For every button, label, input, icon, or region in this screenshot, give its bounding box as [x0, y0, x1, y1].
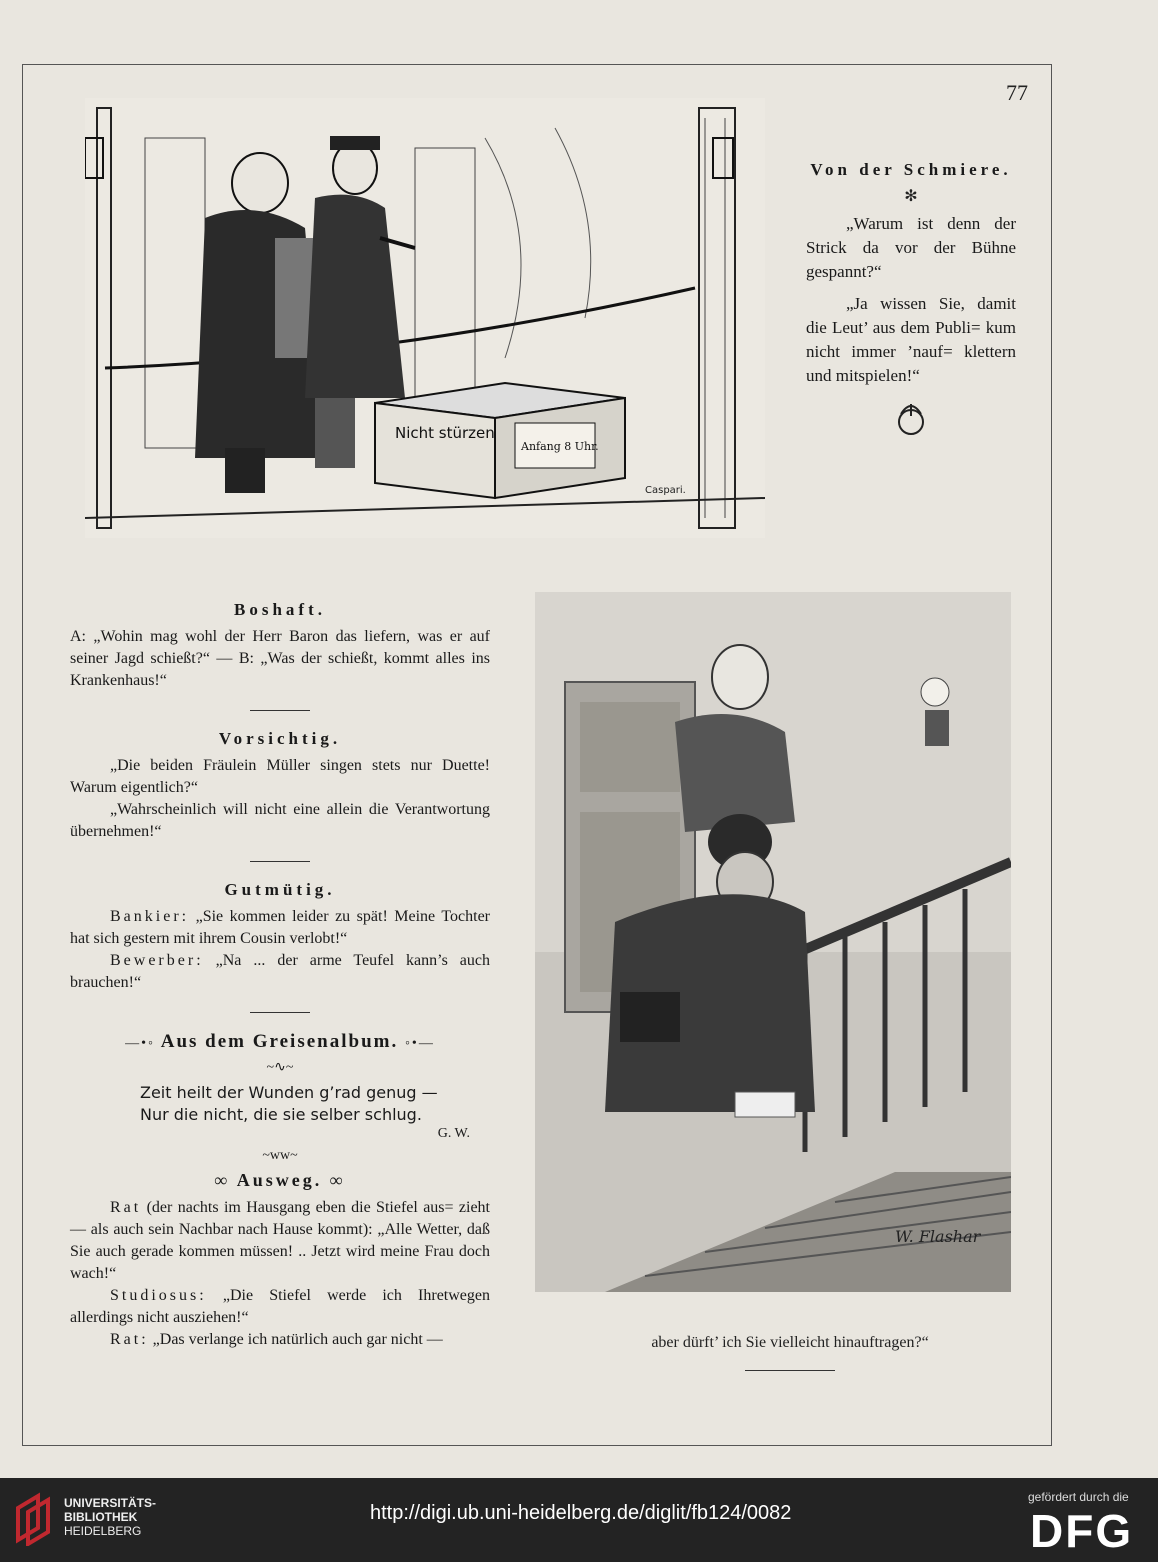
illustration-caption: aber dürft’ ich Sie vielleicht hinauftragen?“	[651, 1334, 929, 1351]
text-ausweg-2	[70, 1285, 490, 1329]
permalink-link[interactable]: http://digi.ub.uni-heidelberg.de/diglit/fb124/0082	[370, 1502, 792, 1524]
divider	[250, 710, 310, 711]
library-name-line: UNIVERSITÄTS-	[64, 1496, 157, 1510]
left-column	[70, 600, 490, 1351]
text-gutmuetig-2	[70, 950, 490, 994]
verse-signature: G. W.	[437, 1126, 470, 1141]
vignette-ornament	[806, 396, 1016, 441]
permalink[interactable]	[370, 1502, 791, 1525]
dialogue-paragraph: „Warum ist denn der Strick da vor der Bühne gespannt?“	[806, 214, 1016, 281]
squiggle-ornament: ~∿~	[266, 1060, 294, 1075]
dialogue-line: (der nachts im Hausgang eben die Stiefel aus= zieht — als auch sein Nachbar nach Hause kommt): „Alle Wetter, daß Sie auch gerade kommen müssen! .. Jetzt wird meine Frau doch wach!“	[70, 1199, 491, 1282]
section-title-boshaft: Boshaft.	[234, 600, 326, 619]
text-vorsichtig-2: „Wahrscheinlich will nicht eine allein die Verantwortung übernehmen!“	[70, 801, 490, 840]
squiggle-ornament: ~ww~	[262, 1148, 298, 1163]
title-ornament-right: ◦•—	[404, 1036, 435, 1051]
section-title-ausweg	[70, 1170, 490, 1191]
library-name-line: HEIDELBERG	[64, 1524, 142, 1538]
ausweg-title-text: Ausweg.	[236, 1170, 323, 1190]
divider	[250, 861, 310, 862]
box-sign-text: Nicht stürzen	[395, 424, 495, 442]
illustration-staircase-scene	[535, 592, 1011, 1292]
page-number: 77	[1006, 80, 1028, 105]
illustration-stage-scene	[85, 98, 765, 538]
speaker-label: Studiosus:	[110, 1287, 207, 1304]
artist-signature-bottom: W. Flashar	[895, 1227, 981, 1246]
text-gutmuetig-1	[70, 906, 490, 950]
start-time-card-text: Anfang 8 Uhr.	[521, 440, 599, 453]
article-von-der-schmiere	[806, 160, 1016, 447]
text-ausweg-1	[70, 1197, 490, 1285]
dfg-logo: DFG	[1030, 1505, 1134, 1557]
album-title-text: Aus dem Greisenalbum.	[160, 1031, 399, 1052]
artist-signature-top: Caspari.	[645, 485, 686, 496]
title-ornament-left: ∞	[214, 1170, 231, 1190]
funding-label: gefördert durch die	[1028, 1490, 1129, 1504]
text-vorsichtig-1: „Die beiden Fräulein Müller singen stets nur Duette! Warum eigentlich?“	[70, 757, 490, 796]
dialogue-line: „Die Stiefel werde ich Ihretwegen allerdings nicht ausziehen!“	[70, 1287, 491, 1326]
dialogue-line: „Sie kommen leider zu spät! Meine Tochter hat sich gestern mit ihrem Cousin verlobt!“	[70, 908, 491, 947]
text-boshaft: A: „Wohin mag wohl der Herr Baron das liefern, was er auf seiner Jagd schießt?“ — B: „Was der schießt, kommt alles ins Krankenhaus!“	[70, 628, 490, 689]
speaker-label: Bankier:	[110, 908, 190, 925]
viewer-footer	[0, 1478, 1158, 1562]
caption-divider	[745, 1370, 835, 1371]
speaker-label: Bewerber:	[110, 952, 204, 969]
dialogue-line: „Das verlange ich natürlich auch gar nicht —	[152, 1331, 443, 1348]
library-name-line: BIBLIOTHEK	[64, 1510, 138, 1524]
title-ornament-left: —•◦	[125, 1036, 156, 1051]
article-title: Von der Schmiere.	[810, 160, 1012, 179]
ornament: ✻	[904, 188, 918, 205]
section-title-gutmuetig: Gutmütig.	[224, 880, 336, 899]
dialogue-line: „Na ... der arme Teufel kann’s auch brauchen!“	[70, 952, 491, 991]
divider	[250, 1012, 310, 1013]
title-ornament-right: ∞	[329, 1170, 346, 1190]
verse-line: Zeit heilt der Wunden g’rad genug —	[140, 1083, 438, 1102]
dialogue-paragraph: „Ja wissen Sie, damit die Leut’ aus dem Publi= kum nicht immer ’nauf= klettern und mitspielen!“	[806, 294, 1016, 385]
speaker-label: Rat	[110, 1199, 142, 1216]
university-library-logo	[12, 1490, 56, 1546]
speaker-label: Rat:	[110, 1331, 149, 1348]
library-name	[64, 1496, 156, 1538]
text-ausweg-3	[70, 1329, 490, 1351]
section-title-vorsichtig: Vorsichtig.	[218, 729, 342, 748]
verse-line: Nur die nicht, die sie selber schlug.	[140, 1105, 422, 1124]
section-title-greisenalbum	[70, 1031, 490, 1053]
